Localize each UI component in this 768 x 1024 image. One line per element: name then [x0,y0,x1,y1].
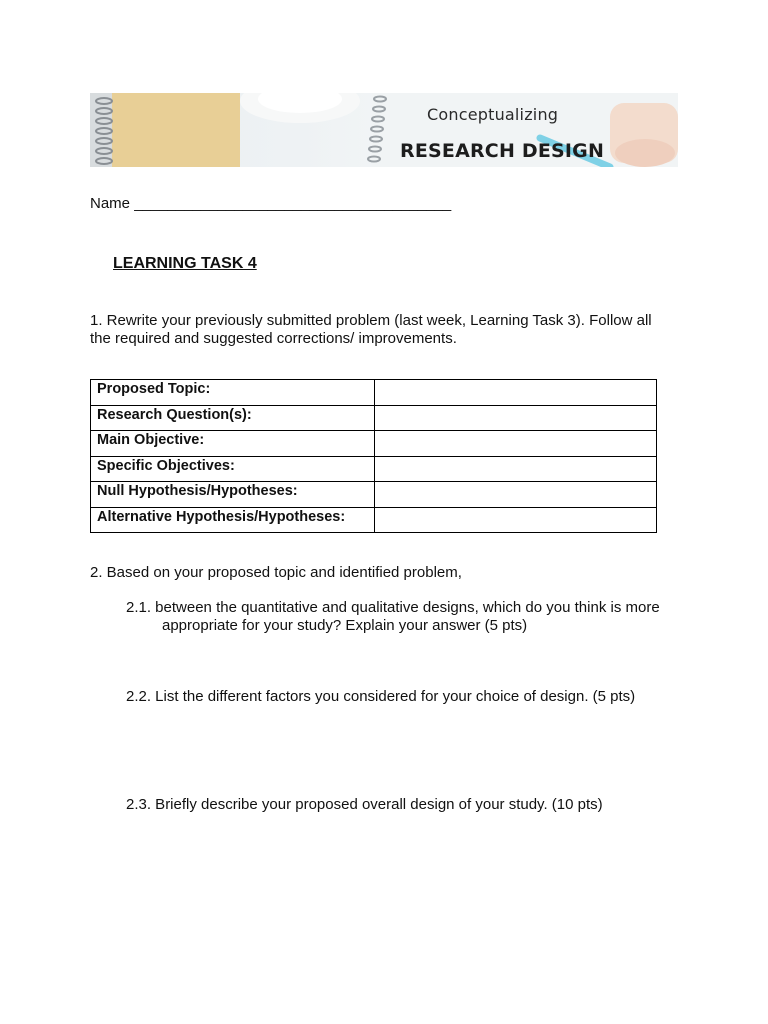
name-label: Name [90,195,131,212]
header-banner [90,93,678,167]
item-2-1-line2: appropriate for your study? Explain your answer (5 pts) [162,617,528,634]
table-row [91,380,657,406]
banner-title-line2: RESEARCH DESIGN [400,140,605,162]
problem-table [90,379,657,533]
row-answer-cell[interactable] [375,405,657,431]
row-answer-cell[interactable] [375,456,657,482]
name-blank[interactable]: ______________________________________ [134,195,452,212]
banner-title-line1: Conceptualizing [427,105,559,124]
table-row [91,482,657,508]
item-2-3: 2.3. Briefly describe your proposed overall design of your study. (10 pts) [126,796,603,813]
item-2-1-line1: 2.1. between the quantitative and qualitative designs, which do you think is more [126,599,660,616]
item-1-text: 1. Rewrite your previously submitted problem (last week, Learning Task 3). Follow all the required and suggested corrections/ improvements. [90,312,652,347]
item-2-text: 2. Based on your proposed topic and identified problem, [90,564,462,581]
row-answer-cell[interactable] [375,431,657,457]
row-label: Proposed Topic: [91,380,375,406]
row-label: Null Hypothesis/Hypotheses: [91,482,375,508]
row-label: Specific Objectives: [91,456,375,482]
item-2-1 [126,599,686,635]
name-field[interactable] [90,195,451,212]
row-answer-cell[interactable] [375,380,657,406]
page-title: LEARNING TASK 4 [113,255,257,272]
row-label: Research Question(s): [91,405,375,431]
table-row [91,405,657,431]
row-label: Alternative Hypothesis/Hypotheses: [91,507,375,533]
table-row [91,507,657,533]
row-answer-cell[interactable] [375,507,657,533]
table-row [91,456,657,482]
row-answer-cell[interactable] [375,482,657,508]
item-2-2: 2.2. List the different factors you considered for your choice of design. (5 pts) [126,688,636,705]
table-row [91,431,657,457]
row-label: Main Objective: [91,431,375,457]
